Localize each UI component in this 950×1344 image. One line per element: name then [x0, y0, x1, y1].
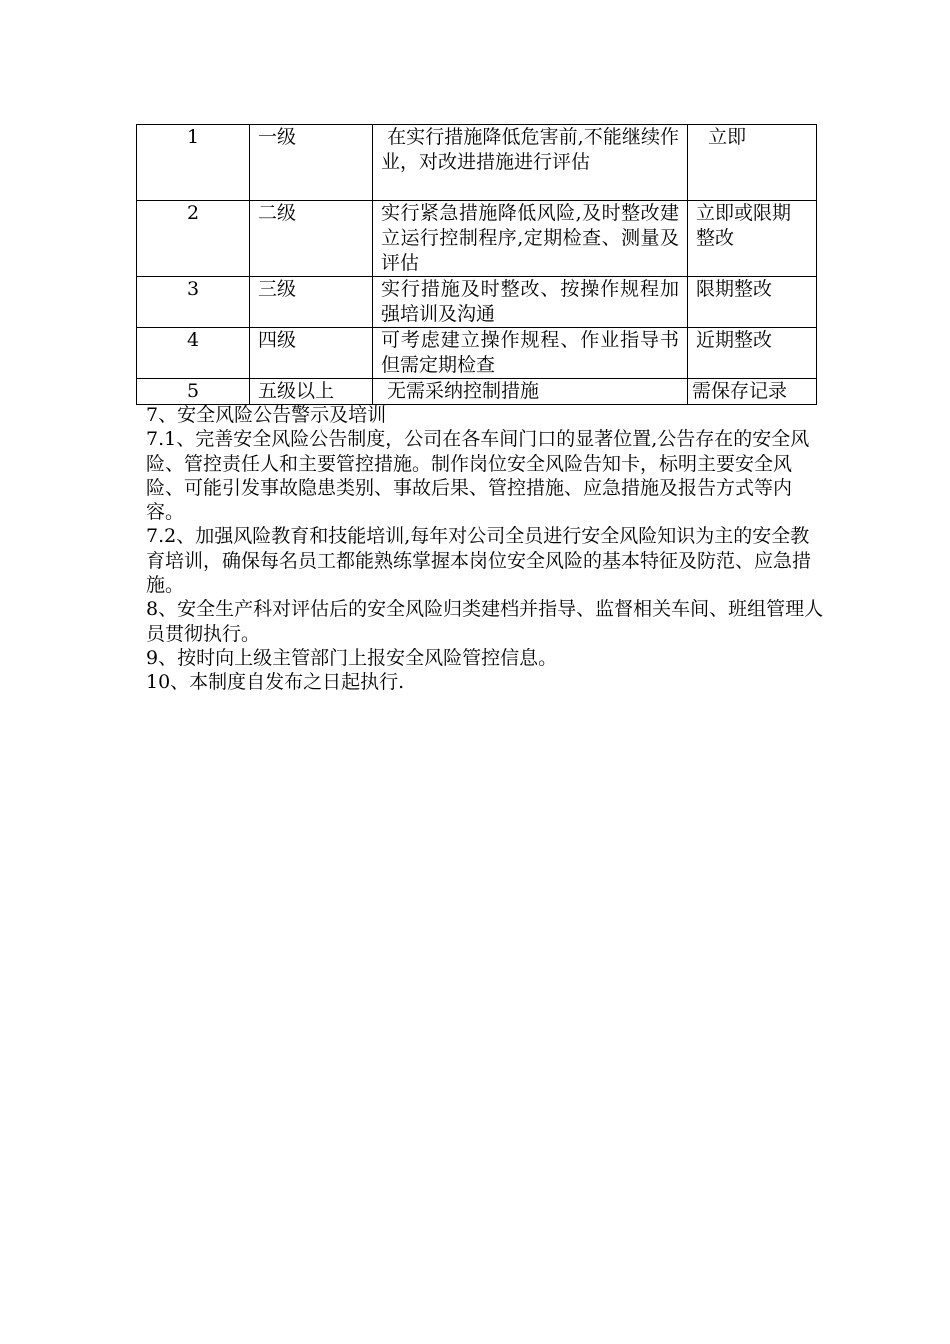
control-measure-cell: 在实行措施降低危害前,不能继续作业，对改进措施进行评估 [373, 125, 688, 201]
paragraph-7-1: 7.1、完善安全风险公告制度，公司在各车间门口的显著位置,公告存在的安全风险、管控责任人和主要管控措施。制作岗位安全风险告知卡，标明主要安全风险、可能引发事故隐患类别、事故后果、管控措施、应急措施及报告方式等内容。 [146, 428, 810, 524]
risk-level-cell: 二级 [250, 201, 373, 277]
section-heading-7: 7、安全风险公告警示及培训 [146, 404, 387, 426]
rectification-timing-cell: 限期整改 [688, 277, 817, 328]
control-measure-cell: 实行紧急措施降低风险,及时整改建立运行控制程序,定期检查、测量及评估 [373, 201, 688, 277]
risk-level-cell: 三级 [250, 277, 373, 328]
risk-level-cell: 一级 [250, 125, 373, 201]
paragraph-8: 8、安全生产科对评估后的安全风险归类建档并指导、监督相关车间、班组管理人员贯彻执行。 [146, 598, 824, 645]
table-row [137, 277, 817, 328]
paragraph-10: 10、本制度自发布之日起执行. [146, 671, 405, 694]
rectification-timing-cell: 需保存记录 [688, 379, 817, 405]
document-body [146, 403, 826, 695]
table-row [137, 379, 817, 405]
rectification-timing-cell: 近期整改 [688, 328, 817, 379]
paragraph-9: 9、按时向上级主管部门上报安全风险管控信息。 [146, 646, 558, 669]
table-row [137, 125, 817, 201]
row-number-cell: 3 [137, 277, 250, 328]
row-number-cell: 4 [137, 328, 250, 379]
row-number-cell: 2 [137, 201, 250, 277]
risk-level-cell: 四级 [250, 328, 373, 379]
row-number-cell: 1 [137, 125, 250, 201]
table-row [137, 201, 817, 277]
risk-level-cell: 五级以上 [250, 379, 373, 405]
control-measure-cell: 实行措施及时整改、按操作规程加强培训及沟通 [373, 277, 688, 328]
rectification-timing-cell: 立即 [688, 125, 817, 201]
risk-level-table [136, 124, 817, 405]
row-number-cell: 5 [137, 379, 250, 405]
control-measure-cell: 可考虑建立操作规程、作业指导书但需定期检查 [373, 328, 688, 379]
table-row [137, 328, 817, 379]
paragraph-7-2: 7.2、加强风险教育和技能培训,每年对公司全员进行安全风险知识为主的安全教育培训，确保每名员工都能熟练掌握本岗位安全风险的基本特征及防范、应急措施。 [146, 525, 812, 597]
rectification-timing-cell: 立即或限期整改 [688, 201, 817, 277]
control-measure-cell: 无需采纳控制措施 [373, 379, 688, 405]
